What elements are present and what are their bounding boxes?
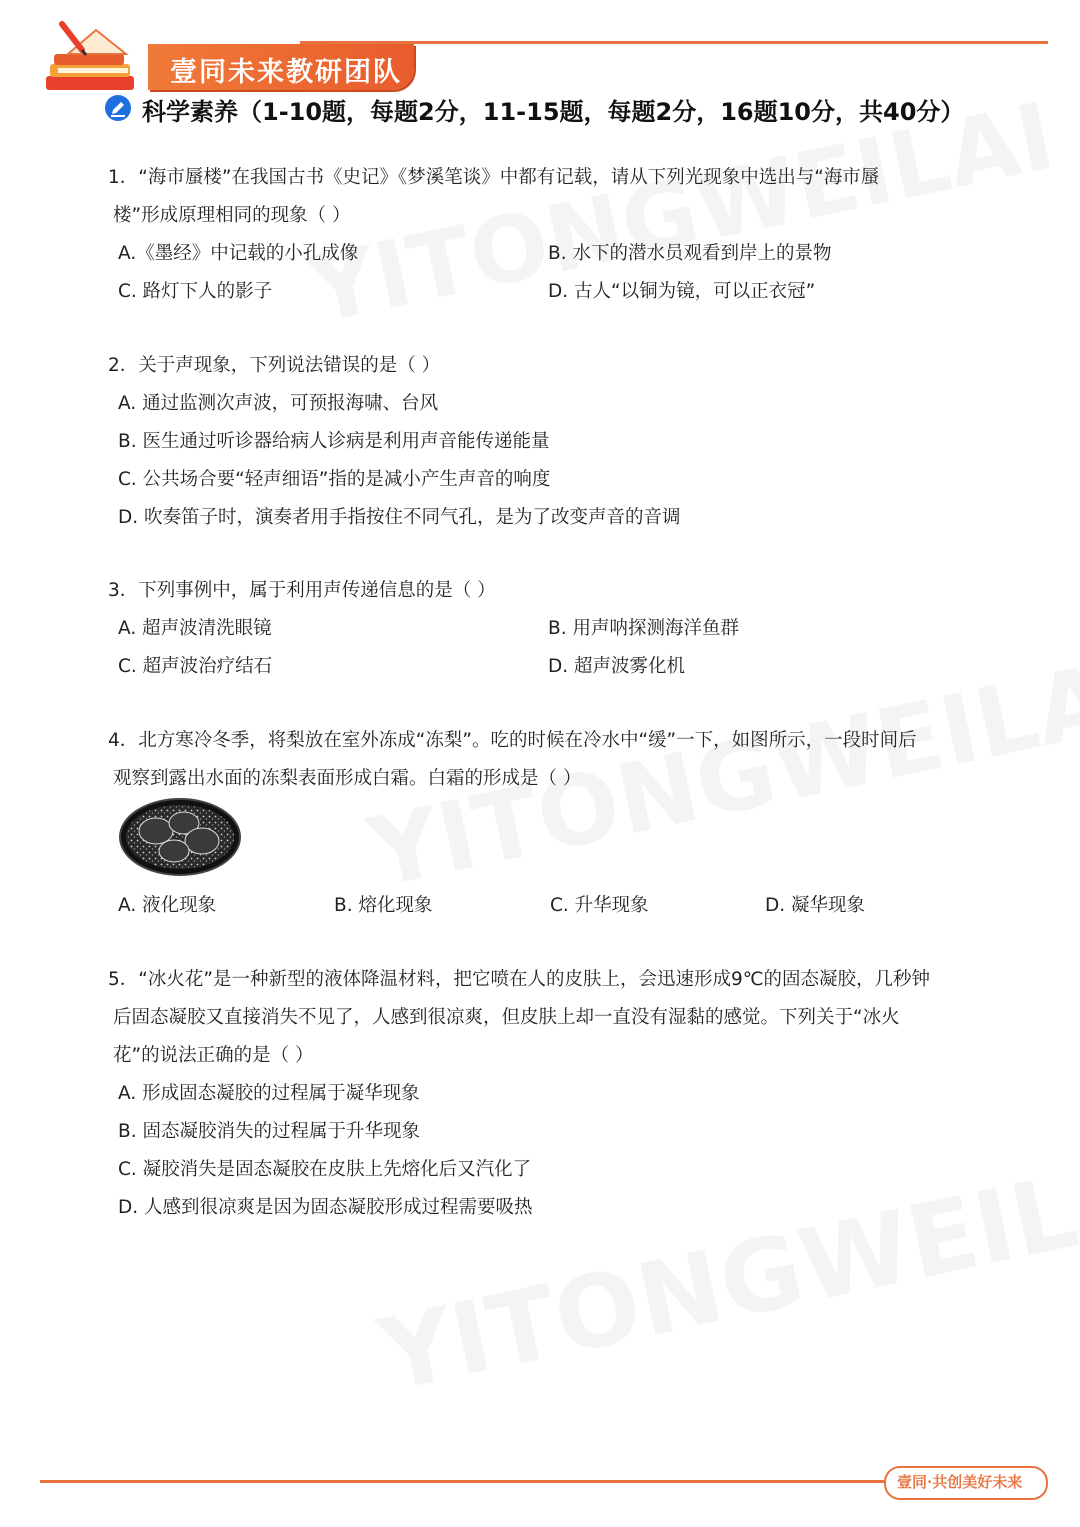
question-2-option-c: C. 公共场合要“轻声细语”指的是减小产生声音的响度 bbox=[118, 469, 551, 490]
question-5-option-b: B. 固态凝胶消失的过程属于升华现象 bbox=[118, 1121, 420, 1142]
question-4-stem-line-1: 4．北方寒冷冬季，将梨放在室外冻成“冻梨”。吃的时候在冷水中“缓”一下，如图所示，一段时间后 bbox=[108, 730, 917, 751]
question-1-stem-line-2: 楼”形成原理相同的现象（ ） bbox=[113, 205, 351, 226]
question-5-stem-line-1: 5．“冰火花”是一种新型的液体降温材料，把它喷在人的皮肤上，会迅速形成9℃的固态凝胶，几秒钟 bbox=[108, 969, 930, 990]
brand-title: 壹同未来教研团队 bbox=[170, 57, 402, 88]
question-4-option-a: A. 液化现象 bbox=[118, 895, 217, 916]
question-2-option-b: B. 医生通过听诊器给病人诊病是利用声音能传递能量 bbox=[118, 431, 550, 452]
question-1-stem-line-1: 1．“海市蜃楼”在我国古书《史记》《梦溪笔谈》中都有记载，请从下列光现象中选出与“海市蜃 bbox=[108, 167, 880, 188]
question-3-option-d: D. 超声波雾化机 bbox=[548, 656, 686, 677]
question-5-stem-line-3: 花”的说法正确的是（ ） bbox=[113, 1045, 314, 1066]
pencil-icon bbox=[104, 94, 132, 122]
question-5-stem-line-2: 后固态凝胶又直接消失不见了，人感到很凉爽，但皮肤上却一直没有湿黏的感觉。下列关于“冰火 bbox=[113, 1007, 900, 1028]
question-5-option-a: A. 形成固态凝胶的过程属于凝华现象 bbox=[118, 1083, 420, 1104]
question-1-option-d: D. 古人“以铜为镜，可以正衣冠” bbox=[548, 281, 816, 302]
question-3-option-a: A. 超声波清洗眼镜 bbox=[118, 618, 272, 639]
question-3-option-b: B. 用声呐探测海洋鱼群 bbox=[548, 618, 739, 639]
question-1-option-b: B. 水下的潜水员观看到岸上的景物 bbox=[548, 243, 832, 264]
question-3-stem: 3．下列事例中，属于利用声传递信息的是（ ） bbox=[108, 580, 496, 601]
question-2-stem: 2．关于声现象，下列说法错误的是（ ） bbox=[108, 355, 441, 376]
question-1-option-a: A.《墨经》中记载的小孔成像 bbox=[118, 243, 359, 264]
question-1-option-c: C. 路灯下人的影子 bbox=[118, 281, 273, 302]
question-4-option-c: C. 升华现象 bbox=[550, 895, 649, 916]
question-2-option-d: D. 吹奏笛子时，演奏者用手指按住不同气孔，是为了改变声音的音调 bbox=[118, 507, 681, 528]
question-4-stem-line-2: 观察到露出水面的冻梨表面形成白霜。白霜的形成是（ ） bbox=[113, 768, 582, 789]
books-logo-icon bbox=[38, 18, 148, 104]
question-2-option-a: A. 通过监测次声波，可预报海啸、台风 bbox=[118, 393, 439, 414]
footer-rule bbox=[40, 1480, 888, 1483]
section-title: 科学素养（1-10题，每题2分，11-15题，每题2分，16题10分，共40分） bbox=[142, 98, 965, 126]
footer-slogan: 壹同·共创美好未来 bbox=[897, 1473, 1023, 1491]
question-5-option-c: C. 凝胶消失是固态凝胶在皮肤上先熔化后又汽化了 bbox=[118, 1159, 532, 1180]
question-3-option-c: C. 超声波治疗结石 bbox=[118, 656, 273, 677]
question-4-option-d: D. 凝华现象 bbox=[765, 895, 866, 916]
frozen-pear-figure bbox=[118, 797, 242, 877]
question-5-option-d: D. 人感到很凉爽是因为固态凝胶形成过程需要吸热 bbox=[118, 1197, 533, 1218]
question-4-option-b: B. 熔化现象 bbox=[334, 895, 433, 916]
